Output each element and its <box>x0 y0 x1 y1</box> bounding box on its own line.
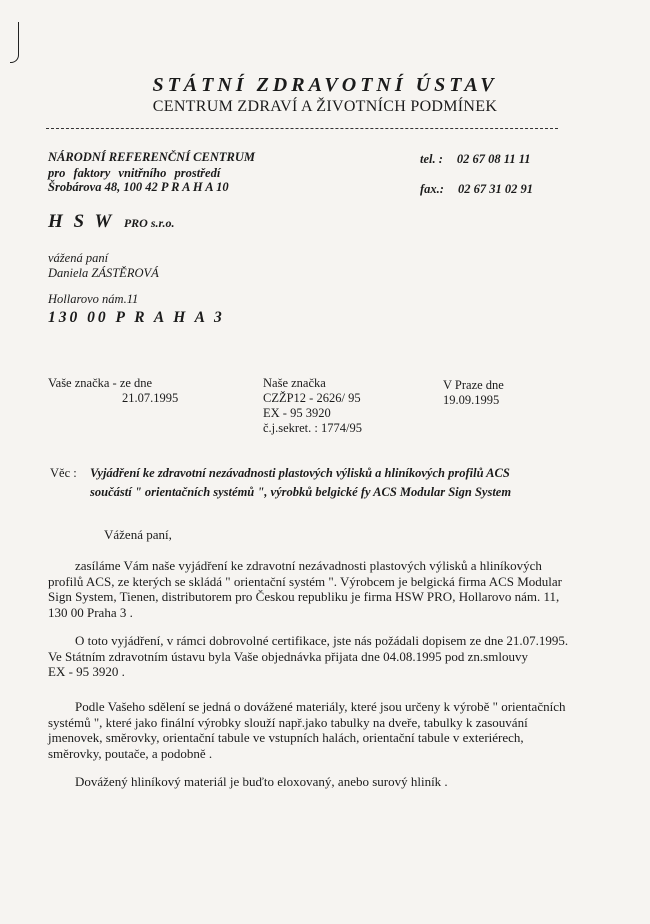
fax-number: 02 67 31 02 91 <box>457 182 533 196</box>
paragraph-line: Sign System, Tienen, distributorem pro Českou republiku je firma HSW PRO, Hollarovo nám. 11, <box>48 589 560 604</box>
sender-fax <box>420 182 533 197</box>
paragraph-line: zasíláme Vám naše vyjádření ke zdravotní nezávadnosti plastových výlisků a hliníkových <box>75 558 542 573</box>
recipient-company-name: H S W <box>48 211 115 232</box>
sender-unit: pro faktory vnitřního prostředí <box>48 166 221 180</box>
your-reference <box>48 376 178 406</box>
paragraph-line: systémů ", které jako finální výrobky slouží např.jako tabulky na dveře, tabulky k zasouvání <box>48 714 528 730</box>
sender-phone <box>420 152 531 167</box>
paragraph-line: směrovky, poutače, a podobně . <box>48 745 213 761</box>
our-reference-contract: EX - 95 3920 <box>263 406 331 420</box>
our-reference <box>263 376 362 436</box>
our-reference-file: CZŽP12 - 2626/ 95 <box>263 391 361 405</box>
recipient-street: Hollarovo nám.11 <box>48 292 139 306</box>
paragraph-2 <box>48 633 595 680</box>
paragraph-line: Ve Státním zdravotním ústavu byla Vaše objednávka přijata dne 04.08.1995 pod zn.smlouvy <box>48 648 528 664</box>
paragraph-line: Dovážený hliníkový materiál je buďto eloxovaný, anebo surový hliník . <box>75 774 448 789</box>
letter-date: 19.09.1995 <box>443 393 500 407</box>
paragraph-line: EX - 95 3920 . <box>48 664 125 679</box>
recipient-company-suffix: PRO s.r.o. <box>123 216 175 230</box>
paragraph-line: jmenovek, směrovky, orientační tabule ve vstupních halách, orientační tabule v exteriérech, <box>48 730 524 745</box>
subject-line-1: Vyjádření ke zdravotní nezávadnosti plastových výlisků a hliníkových profilů ACS <box>90 466 510 480</box>
institute-title: STÁTNÍ ZDRAVOTNÍ ÚSTAV <box>152 74 498 96</box>
sender-address: Šrobárova 48, 100 42 P R A H A 10 <box>48 180 229 194</box>
subject-label: Věc : <box>50 466 77 480</box>
place-label: V Praze dne <box>443 378 504 392</box>
recipient-salutation: vážená paní <box>48 251 109 265</box>
paragraph-1 <box>48 558 595 620</box>
greeting: Vážená paní, <box>104 527 172 542</box>
corner-mark <box>10 22 19 63</box>
institute-subtitle: CENTRUM ZDRAVÍ A ŽIVOTNÍCH PODMÍNEK <box>152 98 498 115</box>
phone-number: 02 67 08 11 11 <box>456 152 531 166</box>
recipient-city: 130 00 P R A H A 3 <box>48 309 225 326</box>
paragraph-line: Podle Vašeho sdělení se jedná o dovážené materiály, které jsou určeny k výrobě " orientačních <box>75 699 566 714</box>
paragraph-3 <box>48 699 595 761</box>
place-date <box>443 378 504 408</box>
header-divider <box>46 128 558 129</box>
your-reference-date: 21.07.1995 <box>122 391 179 405</box>
phone-label: tel. : <box>420 152 443 166</box>
our-reference-label: Naše značka <box>263 376 326 390</box>
paragraph-line: profilů ACS, ze kterých se skládá " orientační systém ". Výrobcem je belgická firma ACS Modular <box>48 573 563 589</box>
your-reference-label: Vaše značka - ze dne <box>48 376 153 390</box>
our-reference-secretariat: č.j.sekret. : 1774/95 <box>263 421 362 435</box>
subject-line-2: součástí " orientačních systémů ", výrobků belgické fy ACS Modular Sign System <box>90 485 512 499</box>
fax-label: fax.: <box>420 182 444 196</box>
recipient-name: Daniela ZÁSTĚROVÁ <box>48 266 159 280</box>
sender-department: NÁRODNÍ REFERENČNÍ CENTRUM <box>48 150 255 164</box>
recipient-company <box>48 211 175 233</box>
paragraph-line: O toto vyjádření, v rámci dobrovolné certifikace, jste nás požádali dopisem ze dne 21.07.1995. <box>75 633 569 648</box>
paragraph-4 <box>75 774 595 790</box>
paragraph-line: 130 00 Praha 3 . <box>48 604 133 620</box>
